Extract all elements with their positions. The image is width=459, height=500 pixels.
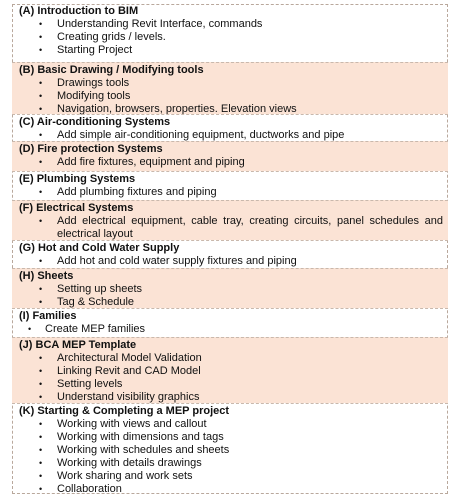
bullet-icon: • (39, 91, 43, 101)
list-item: • Working with details drawings (39, 457, 202, 469)
section-heading: (G) Hot and Cold Water Supply (19, 242, 180, 254)
list-item: • Understand visibility graphics (39, 391, 200, 403)
section-heading: (F) Electrical Systems (19, 202, 134, 214)
list-item: • Navigation, browsers, properties. Elevation views (39, 103, 297, 115)
item-list (19, 255, 443, 268)
list-item: • Linking Revit and CAD Model (39, 365, 201, 377)
bullet-icon: • (39, 366, 43, 376)
bullet-icon: • (39, 484, 43, 494)
list-item: • Working with views and callout (39, 418, 207, 430)
item-list (19, 418, 443, 496)
item-list (19, 77, 443, 116)
item-list (19, 18, 443, 57)
section-heading: (C) Air-conditioning Systems (19, 116, 171, 128)
section-heading: (H) Sheets (19, 270, 74, 282)
bullet-icon: • (39, 187, 43, 197)
list-item: • Working with dimensions and tags (39, 431, 224, 443)
list-item: • Collaboration (39, 483, 122, 495)
list-item: • Starting Project (39, 44, 133, 56)
list-item: • Work sharing and work sets (39, 470, 193, 482)
bullet-icon: • (39, 432, 43, 442)
bullet-icon: • (39, 104, 43, 114)
list-item: • Create MEP families (28, 323, 146, 335)
list-item: • Setting up sheets (39, 283, 143, 295)
list-item: • Architectural Model Validation (39, 352, 202, 364)
section-heading: (E) Plumbing Systems (19, 173, 136, 185)
section-b (12, 62, 448, 114)
list-item: • Drawings tools (39, 77, 130, 89)
list-item: • Working with schedules and sheets (39, 444, 230, 456)
item-list (19, 215, 443, 241)
list-item: • Add fire fixtures, equipment and piping (39, 156, 245, 168)
bullet-icon: • (39, 471, 43, 481)
section-heading: (A) Introduction to BIM (19, 5, 139, 17)
item-list (19, 352, 443, 404)
list-item: • Add plumbing fixtures and piping (39, 186, 217, 198)
section-heading: (D) Fire protection Systems (19, 143, 163, 155)
section-g (12, 240, 448, 268)
bullet-icon: • (39, 130, 43, 140)
item-list (19, 323, 443, 336)
bullet-icon: • (39, 19, 43, 29)
list-item: • Add hot and cold water supply fixtures and piping (39, 255, 297, 267)
section-heading: (K) Starting & Completing a MEP project (19, 405, 230, 417)
bullet-icon: • (39, 419, 43, 429)
bullet-icon: • (39, 256, 43, 266)
section-i (12, 308, 448, 337)
section-a (12, 4, 448, 62)
item-list (19, 156, 443, 169)
list-item: • Add electrical equipment, cable tray, creating circuits, panel schedules and electrical layout (39, 215, 443, 240)
bullet-icon: • (39, 445, 43, 455)
bullet-icon: • (39, 216, 43, 226)
item-list (19, 186, 443, 199)
bullet-icon: • (39, 45, 43, 55)
bullet-icon: • (28, 324, 32, 334)
list-item: • Creating grids / levels. (39, 31, 166, 43)
bullet-icon: • (39, 284, 43, 294)
section-k (12, 403, 448, 494)
section-heading: (B) Basic Drawing / Modifying tools (19, 64, 204, 76)
list-item: • Tag & Schedule (39, 296, 135, 308)
list-item: • Setting levels (39, 378, 123, 390)
section-f (12, 200, 448, 240)
bullet-icon: • (39, 392, 43, 402)
section-e (12, 171, 448, 200)
bullet-icon: • (39, 353, 43, 363)
list-item: • Understanding Revit Interface, commands (39, 18, 263, 30)
bullet-icon: • (39, 157, 43, 167)
section-h (12, 268, 448, 308)
bullet-icon: • (39, 458, 43, 468)
item-list (19, 283, 443, 309)
section-j (12, 337, 448, 403)
list-item: • Add simple air-conditioning equipment, ductworks and pipe (39, 129, 345, 141)
bullet-icon: • (39, 78, 43, 88)
bullet-icon: • (39, 32, 43, 42)
section-heading: (J) BCA MEP Template (19, 339, 137, 351)
list-item: • Modifying tools (39, 90, 131, 102)
section-d (12, 141, 448, 171)
section-c (12, 114, 448, 141)
section-heading: (I) Families (19, 310, 77, 322)
bullet-icon: • (39, 379, 43, 389)
bullet-icon: • (39, 297, 43, 307)
